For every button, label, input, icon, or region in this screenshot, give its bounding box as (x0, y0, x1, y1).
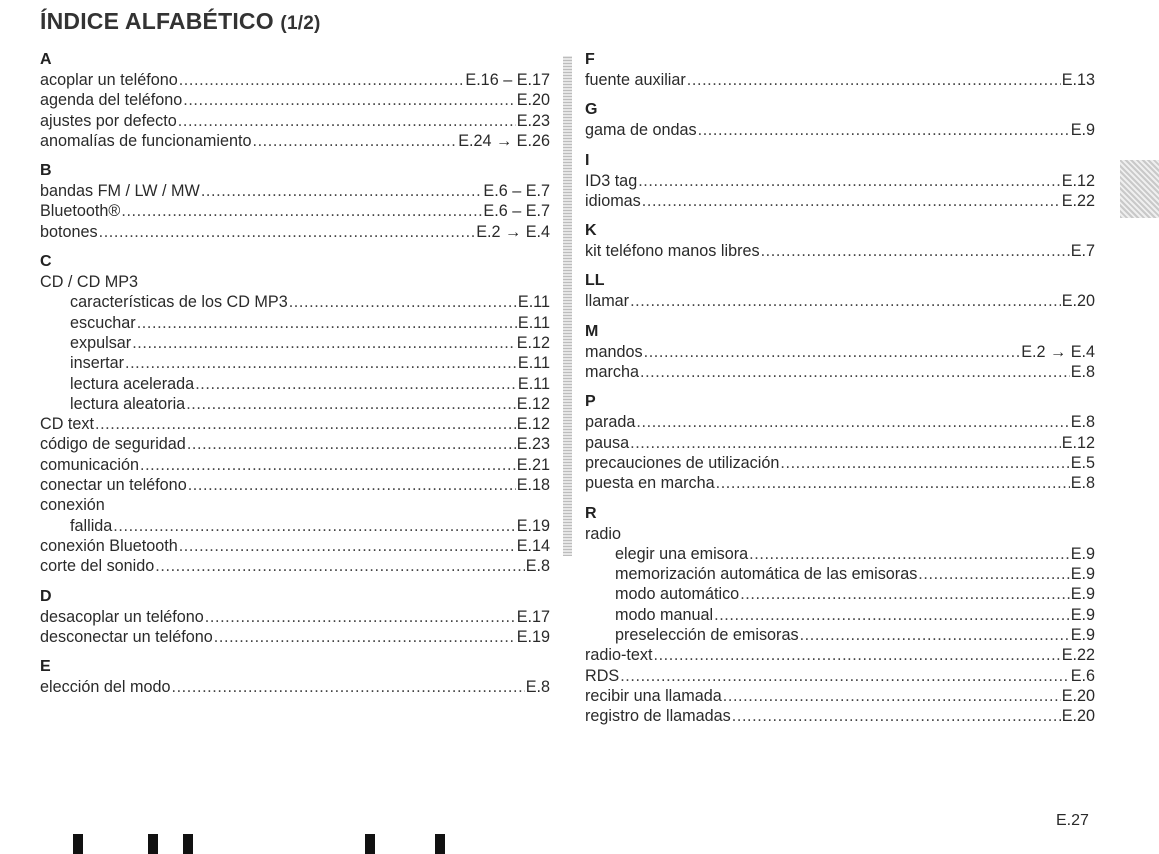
entry-term: conexión Bluetooth (40, 536, 178, 555)
entry-page: E.12 (516, 394, 550, 413)
entry-term: recibir una llamada (585, 686, 722, 705)
entry-page: E.18 (516, 476, 550, 495)
dot-leader (698, 120, 1070, 140)
entry-term: registro de llamadas (585, 707, 731, 726)
dot-leader (155, 556, 524, 576)
dot-leader (640, 362, 1070, 382)
dot-leader (195, 374, 517, 394)
dot-leader (201, 181, 483, 201)
dot-leader (714, 605, 1070, 625)
section-letter: R (585, 504, 597, 522)
index-entry (40, 475, 550, 495)
entry-term: modo manual (615, 605, 714, 624)
entry-page: E.6 (1070, 666, 1095, 685)
index-entry (585, 362, 1095, 382)
entry-page: E.2 → E.4 (1021, 342, 1095, 361)
dot-leader (716, 473, 1070, 493)
dot-leader (723, 686, 1061, 706)
entry-page: E.20 (1061, 686, 1095, 705)
entry-page: E.2 → E.4 (476, 222, 550, 241)
dot-leader (780, 453, 1069, 473)
entry-page: E.8 (525, 557, 550, 576)
entry-page: E.11 (517, 354, 550, 373)
index-entry (585, 342, 1095, 362)
index-entry (40, 70, 550, 90)
dot-leader (188, 475, 516, 495)
index-entry (40, 292, 550, 312)
index-section (585, 392, 1095, 493)
entry-term: agenda del teléfono (40, 91, 183, 110)
dot-leader (732, 706, 1061, 726)
dot-leader (653, 645, 1060, 665)
entry-term: parada (585, 413, 636, 432)
entry-page: E.23 (516, 111, 550, 130)
index-section (40, 161, 550, 242)
dot-leader (800, 625, 1070, 645)
entry-page: E.8 (525, 678, 550, 697)
dot-leader (132, 333, 516, 353)
entry-term: expulsar (70, 333, 132, 352)
index-entry (585, 473, 1095, 493)
entry-term: botones (40, 222, 98, 241)
entry-page: E.9 (1070, 121, 1095, 140)
dot-leader (171, 677, 524, 697)
dot-leader (740, 584, 1070, 604)
index-entry (40, 201, 550, 221)
dot-leader (179, 536, 516, 556)
index-entry (585, 70, 1095, 90)
entry-page: E.5 (1070, 453, 1095, 472)
entry-term: RDS (585, 666, 620, 685)
entry-term: ID3 tag (585, 171, 638, 190)
entry-term: mandos (585, 342, 643, 361)
index-entry (585, 564, 1095, 584)
entry-page: E.19 (516, 627, 550, 646)
entry-term: acoplar un teléfono (40, 71, 178, 89)
registration-mark (148, 834, 158, 854)
entry-page: E.20 (1061, 707, 1095, 726)
index-entry (585, 666, 1095, 686)
index-entry (585, 241, 1095, 261)
index-entry (40, 455, 550, 475)
entry-page: E.21 (516, 455, 550, 474)
index-entry (585, 524, 1095, 544)
entry-term: Bluetooth® (40, 202, 121, 221)
entry-term: conectar un teléfono (40, 476, 187, 495)
entry-term: modo automático (615, 585, 740, 604)
index-entry (40, 222, 550, 242)
entry-page: E.11 (517, 374, 550, 393)
index-entry (40, 677, 550, 697)
dot-leader (183, 90, 515, 110)
section-letter: B (40, 162, 52, 180)
index-entry (585, 584, 1095, 604)
entry-term: corte del sonido (40, 557, 155, 576)
dot-leader (137, 313, 517, 333)
entry-page: E.9 (1070, 626, 1095, 645)
dot-leader (636, 412, 1069, 432)
entry-page: E.11 (517, 313, 550, 332)
section-letter: P (585, 393, 596, 411)
entry-term: puesta en marcha (585, 474, 715, 493)
entry-term: lectura aleatoria (70, 394, 186, 413)
entry-term: marcha (585, 363, 639, 382)
entry-page: E.9 (1070, 565, 1095, 584)
entry-page: E.16 – E.17 (465, 71, 550, 89)
entry-page: E.12 (1061, 171, 1095, 190)
dot-leader (638, 171, 1060, 191)
entry-page: E.22 (1061, 191, 1095, 210)
page-title (40, 8, 321, 35)
entry-page: E.11 (517, 293, 550, 312)
index-entry (585, 120, 1095, 140)
dot-leader (620, 666, 1070, 686)
entry-term: bandas FM / LW / MW (40, 182, 200, 201)
index-entry (40, 181, 550, 201)
index-entry (585, 706, 1095, 726)
entry-term: anomalías de funcionamiento (40, 131, 252, 150)
entry-page: E.9 (1070, 544, 1095, 563)
entry-page: E.9 (1070, 585, 1095, 604)
dot-leader (644, 342, 1021, 362)
index-entry (40, 333, 550, 353)
entry-term: radio (585, 524, 621, 543)
index-section (585, 100, 1095, 140)
dot-leader (642, 191, 1061, 211)
entry-term: escuchar (70, 313, 136, 332)
dot-leader (99, 222, 476, 242)
index-section (40, 50, 550, 151)
entry-term: precauciones de utilización (585, 453, 780, 472)
index-entry (585, 625, 1095, 645)
entry-term: gama de ondas (585, 121, 697, 140)
page-title-part: (1/2) (280, 13, 321, 34)
entry-term: elegir una emisora (615, 544, 749, 563)
dot-leader (918, 564, 1069, 584)
entry-term: lectura acelerada (70, 374, 195, 393)
dot-leader (630, 433, 1061, 453)
index-column-left (40, 50, 550, 707)
dot-leader (178, 111, 516, 131)
entry-term: preselección de emisoras (615, 626, 799, 645)
column-divider (563, 56, 572, 556)
index-entry (40, 414, 550, 434)
index-entry (40, 627, 550, 647)
dot-leader (761, 241, 1070, 261)
index-entry (40, 90, 550, 110)
entry-term: insertar (70, 354, 124, 373)
entry-term: fallida (70, 516, 113, 535)
dot-leader (205, 607, 516, 627)
index-section (585, 504, 1095, 727)
index-section (585, 221, 1095, 261)
index-entry (585, 412, 1095, 432)
entry-page: E.8 (1070, 363, 1095, 382)
index-entry (40, 516, 550, 536)
entry-term: desconectar un teléfono (40, 627, 213, 646)
entry-term: CD text (40, 415, 94, 434)
entry-term: características de los CD MP3 (70, 293, 288, 312)
dot-leader (186, 394, 516, 414)
entry-term: kit teléfono manos libres (585, 242, 760, 261)
index-section (585, 151, 1095, 212)
index-entry (585, 645, 1095, 665)
index-entry (585, 453, 1095, 473)
registration-mark (183, 834, 193, 854)
entry-term: desacoplar un teléfono (40, 607, 204, 626)
index-section (40, 657, 550, 697)
dot-leader (113, 516, 515, 536)
index-section (40, 587, 550, 648)
index-entry (40, 394, 550, 414)
index-entry (40, 495, 550, 515)
entry-page: E.12 (1061, 433, 1095, 452)
entry-term: memorización automática de las emisoras (615, 565, 918, 584)
index-entry (585, 291, 1095, 311)
entry-page: E.7 (1070, 242, 1095, 261)
entry-page: E.12 (516, 333, 550, 352)
dot-leader (252, 131, 457, 151)
index-entry (40, 313, 550, 333)
index-entry (585, 544, 1095, 564)
dot-leader (125, 353, 517, 373)
index-entry (40, 272, 550, 292)
entry-term: radio-text (585, 646, 653, 665)
entry-term: pausa (585, 433, 630, 452)
entry-page: E.17 (516, 607, 550, 626)
dot-leader (749, 544, 1070, 564)
dot-leader (121, 201, 482, 221)
entry-term: CD / CD MP3 (40, 273, 139, 292)
page-number: E.27 (1056, 812, 1089, 829)
entry-page: E.24 → E.26 (458, 131, 550, 150)
entry-page: E.6 – E.7 (483, 182, 550, 201)
index-entry (40, 556, 550, 576)
index-entry (40, 607, 550, 627)
section-letter: I (585, 151, 590, 169)
index-entry (40, 131, 550, 151)
dot-leader (95, 414, 516, 434)
index-entry (585, 686, 1095, 706)
index-section (585, 50, 1095, 90)
entry-term: idiomas (585, 191, 641, 210)
entry-page: E.19 (516, 516, 550, 535)
section-letter: M (585, 322, 599, 340)
entry-term: fuente auxiliar (585, 71, 686, 89)
index-entry (585, 191, 1095, 211)
entry-term: conexión (40, 496, 105, 515)
entry-page: E.20 (1061, 292, 1095, 311)
index-entry (585, 433, 1095, 453)
entry-page: E.8 (1070, 474, 1095, 493)
entry-page: E.23 (516, 435, 550, 454)
section-letter: F (585, 51, 595, 68)
entry-term: código de seguridad (40, 435, 186, 454)
entry-page: E.13 (1061, 71, 1095, 89)
dot-leader (140, 455, 516, 475)
section-letter: LL (585, 272, 605, 290)
page-title-main: ÍNDICE ALFABÉTICO (40, 8, 274, 34)
index-section (40, 252, 550, 576)
entry-page: E.9 (1070, 605, 1095, 624)
dot-leader (214, 627, 516, 647)
section-letter: K (585, 222, 597, 240)
index-entry (585, 171, 1095, 191)
dot-leader (630, 291, 1061, 311)
dot-leader (187, 434, 516, 454)
registration-mark (73, 834, 83, 854)
section-letter: C (40, 253, 52, 271)
index-section (585, 271, 1095, 311)
index-entry (40, 374, 550, 394)
entry-term: llamar (585, 292, 630, 311)
index-entry (40, 434, 550, 454)
index-entry (40, 353, 550, 373)
entry-page: E.6 – E.7 (483, 202, 550, 221)
entry-page: E.22 (1061, 646, 1095, 665)
section-letter: E (40, 658, 51, 676)
section-letter: D (40, 587, 52, 605)
index-entry (585, 605, 1095, 625)
entry-page: E.8 (1070, 413, 1095, 432)
entry-term: elección del modo (40, 678, 171, 697)
section-letter: A (40, 51, 52, 68)
entry-term: comunicación (40, 455, 139, 474)
entry-page: E.12 (516, 415, 550, 434)
dot-leader (687, 70, 1061, 90)
entry-term: ajustes por defecto (40, 111, 177, 130)
section-letter: G (585, 101, 598, 119)
dot-leader (289, 292, 517, 312)
registration-mark (435, 834, 445, 854)
index-entry (40, 111, 550, 131)
registration-mark (365, 834, 375, 854)
index-entry (40, 536, 550, 556)
section-tab-marker (1120, 160, 1159, 218)
entry-page: E.20 (516, 91, 550, 110)
index-section (585, 322, 1095, 383)
entry-page: E.14 (516, 536, 550, 555)
dot-leader (179, 70, 465, 90)
index-column-right (585, 50, 1095, 737)
